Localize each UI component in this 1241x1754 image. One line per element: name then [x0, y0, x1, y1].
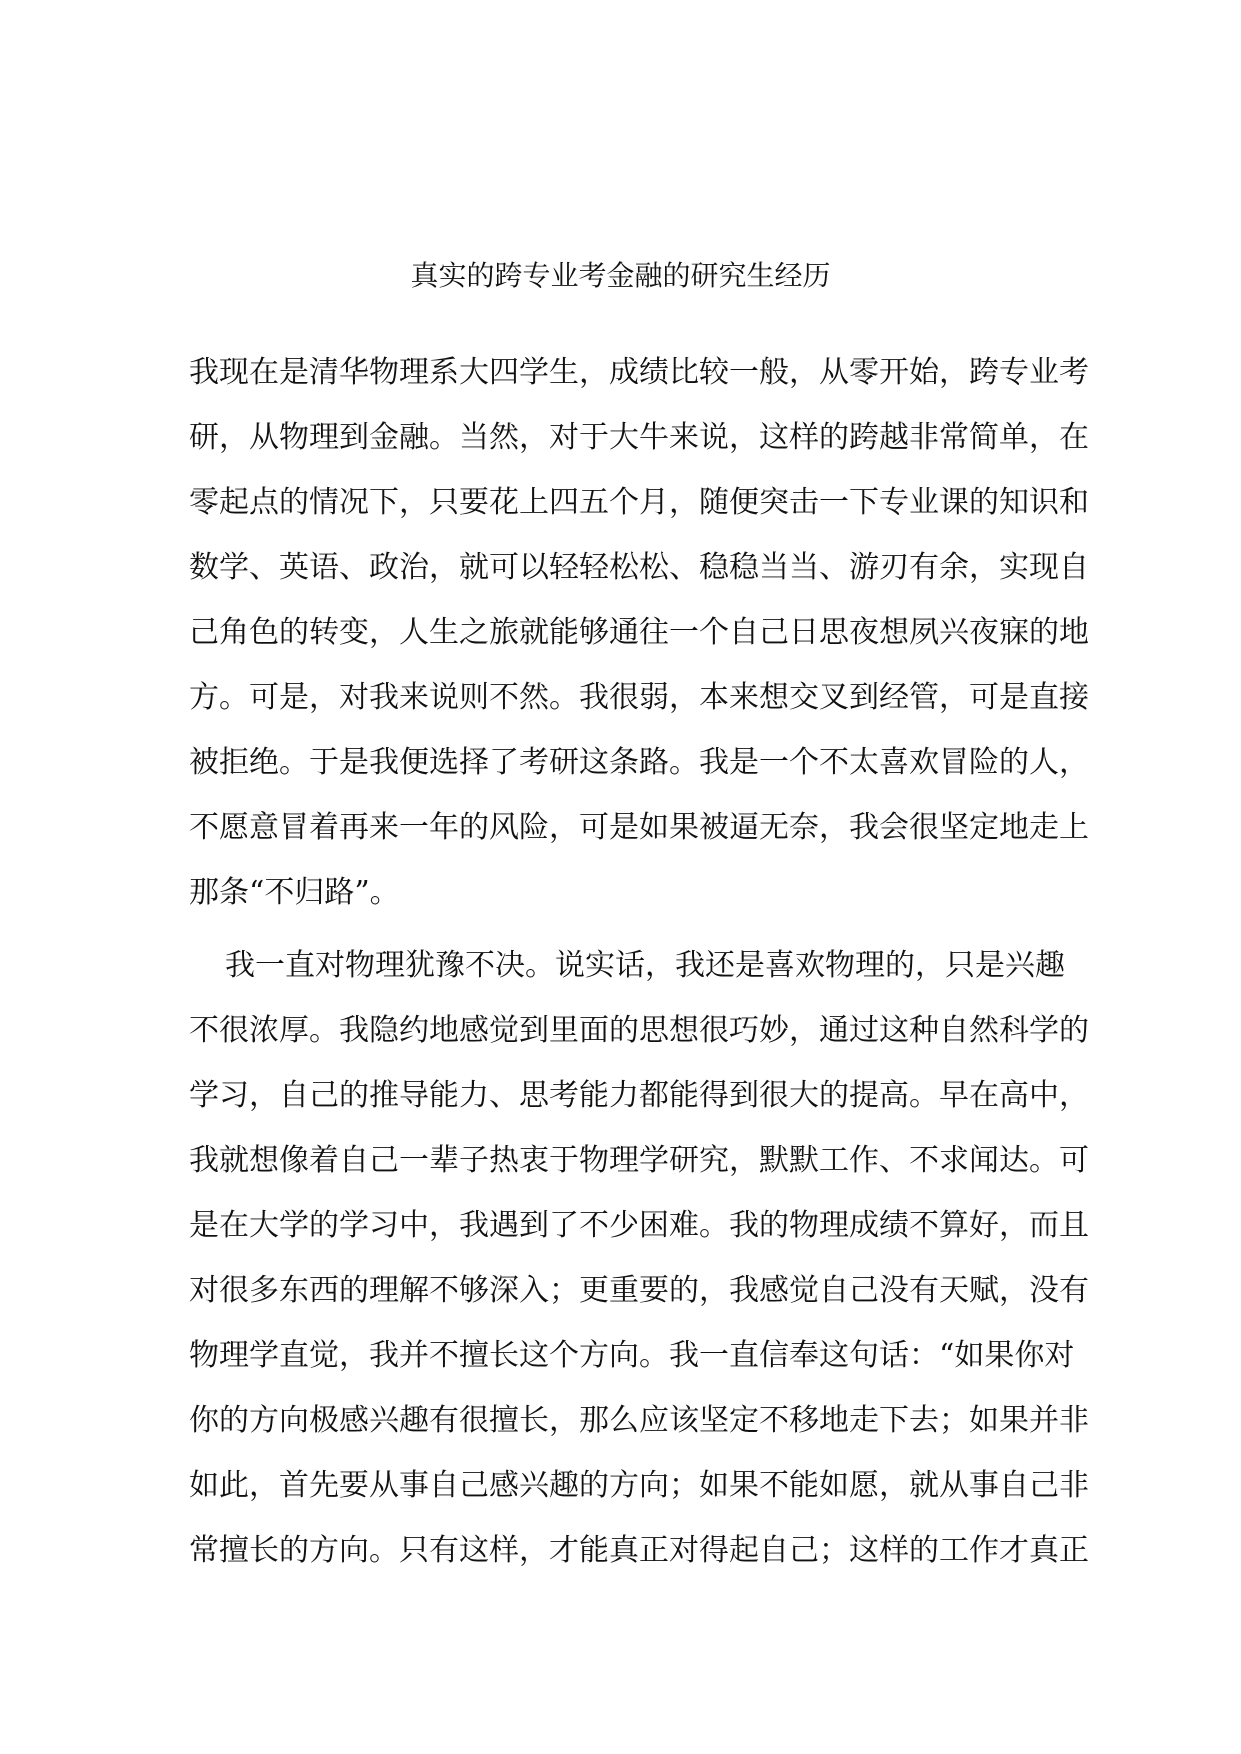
paragraph-line: 零起点的情况下，只要花上四五个月，随便突击一下专业课的知识和	[189, 485, 1089, 520]
paragraph-line: 不很浓厚。我隐约地感觉到里面的思想很巧妙，通过这种自然科学的	[189, 1013, 1089, 1048]
paragraph-spacer	[189, 925, 1057, 933]
paragraph-1	[189, 340, 1089, 925]
document-body	[189, 340, 1089, 1583]
paragraph-line: 研，从物理到金融。当然，对于大牛来说，这样的跨越非常简单，在	[189, 420, 1089, 455]
paragraph-line: 对很多东西的理解不够深入；更重要的，我感觉自己没有天赋，没有	[189, 1273, 1089, 1308]
paragraph-line: 己角色的转变，人生之旅就能够通往一个自己日思夜想夙兴夜寐的地	[189, 615, 1089, 650]
paragraph-line: 数学、英语、政治，就可以轻轻松松、稳稳当当、游刃有余，实现自	[189, 550, 1089, 585]
paragraph-line: 如此，首先要从事自己感兴趣的方向；如果不能如愿，就从事自己非	[189, 1468, 1089, 1503]
paragraph-line: 我就想像着自己一辈子热衷于物理学研究，默默工作、不求闻达。可	[189, 1143, 1089, 1178]
paragraph-line: 物理学直觉，我并不擅长这个方向。我一直信奉这句话：“如果你对	[189, 1338, 1075, 1373]
document-title: 真实的跨专业考金融的研究生经历	[410, 259, 831, 292]
paragraph-line: 是在大学的学习中，我遇到了不少困难。我的物理成绩不算好，而且	[189, 1208, 1089, 1243]
paragraph-2	[189, 933, 1089, 1583]
paragraph-line: 方。可是，对我来说则不然。我很弱，本来想交叉到经管，可是直接	[189, 680, 1089, 715]
paragraph-line: 学习，自己的推导能力、思考能力都能得到很大的提高。早在高中，	[189, 1078, 1089, 1113]
paragraph-line: 你的方向极感兴趣有很擅长，那么应该坚定不移地走下去；如果并非	[189, 1403, 1089, 1438]
paragraph-line: 我一直对物理犹豫不决。说实话，我还是喜欢物理的，只是兴趣	[225, 948, 1065, 983]
paragraph-line: 不愿意冒着再来一年的风险，可是如果被逼无奈，我会很坚定地走上	[189, 810, 1089, 845]
paragraph-line: 那条“不归路”。	[189, 875, 400, 910]
paragraph-line: 常擅长的方向。只有这样，才能真正对得起自己；这样的工作才真正	[189, 1533, 1089, 1568]
paragraph-line: 我现在是清华物理系大四学生，成绩比较一般，从零开始，跨专业考	[189, 355, 1089, 390]
paragraph-line: 被拒绝。于是我便选择了考研这条路。我是一个不太喜欢冒险的人，	[189, 745, 1089, 780]
